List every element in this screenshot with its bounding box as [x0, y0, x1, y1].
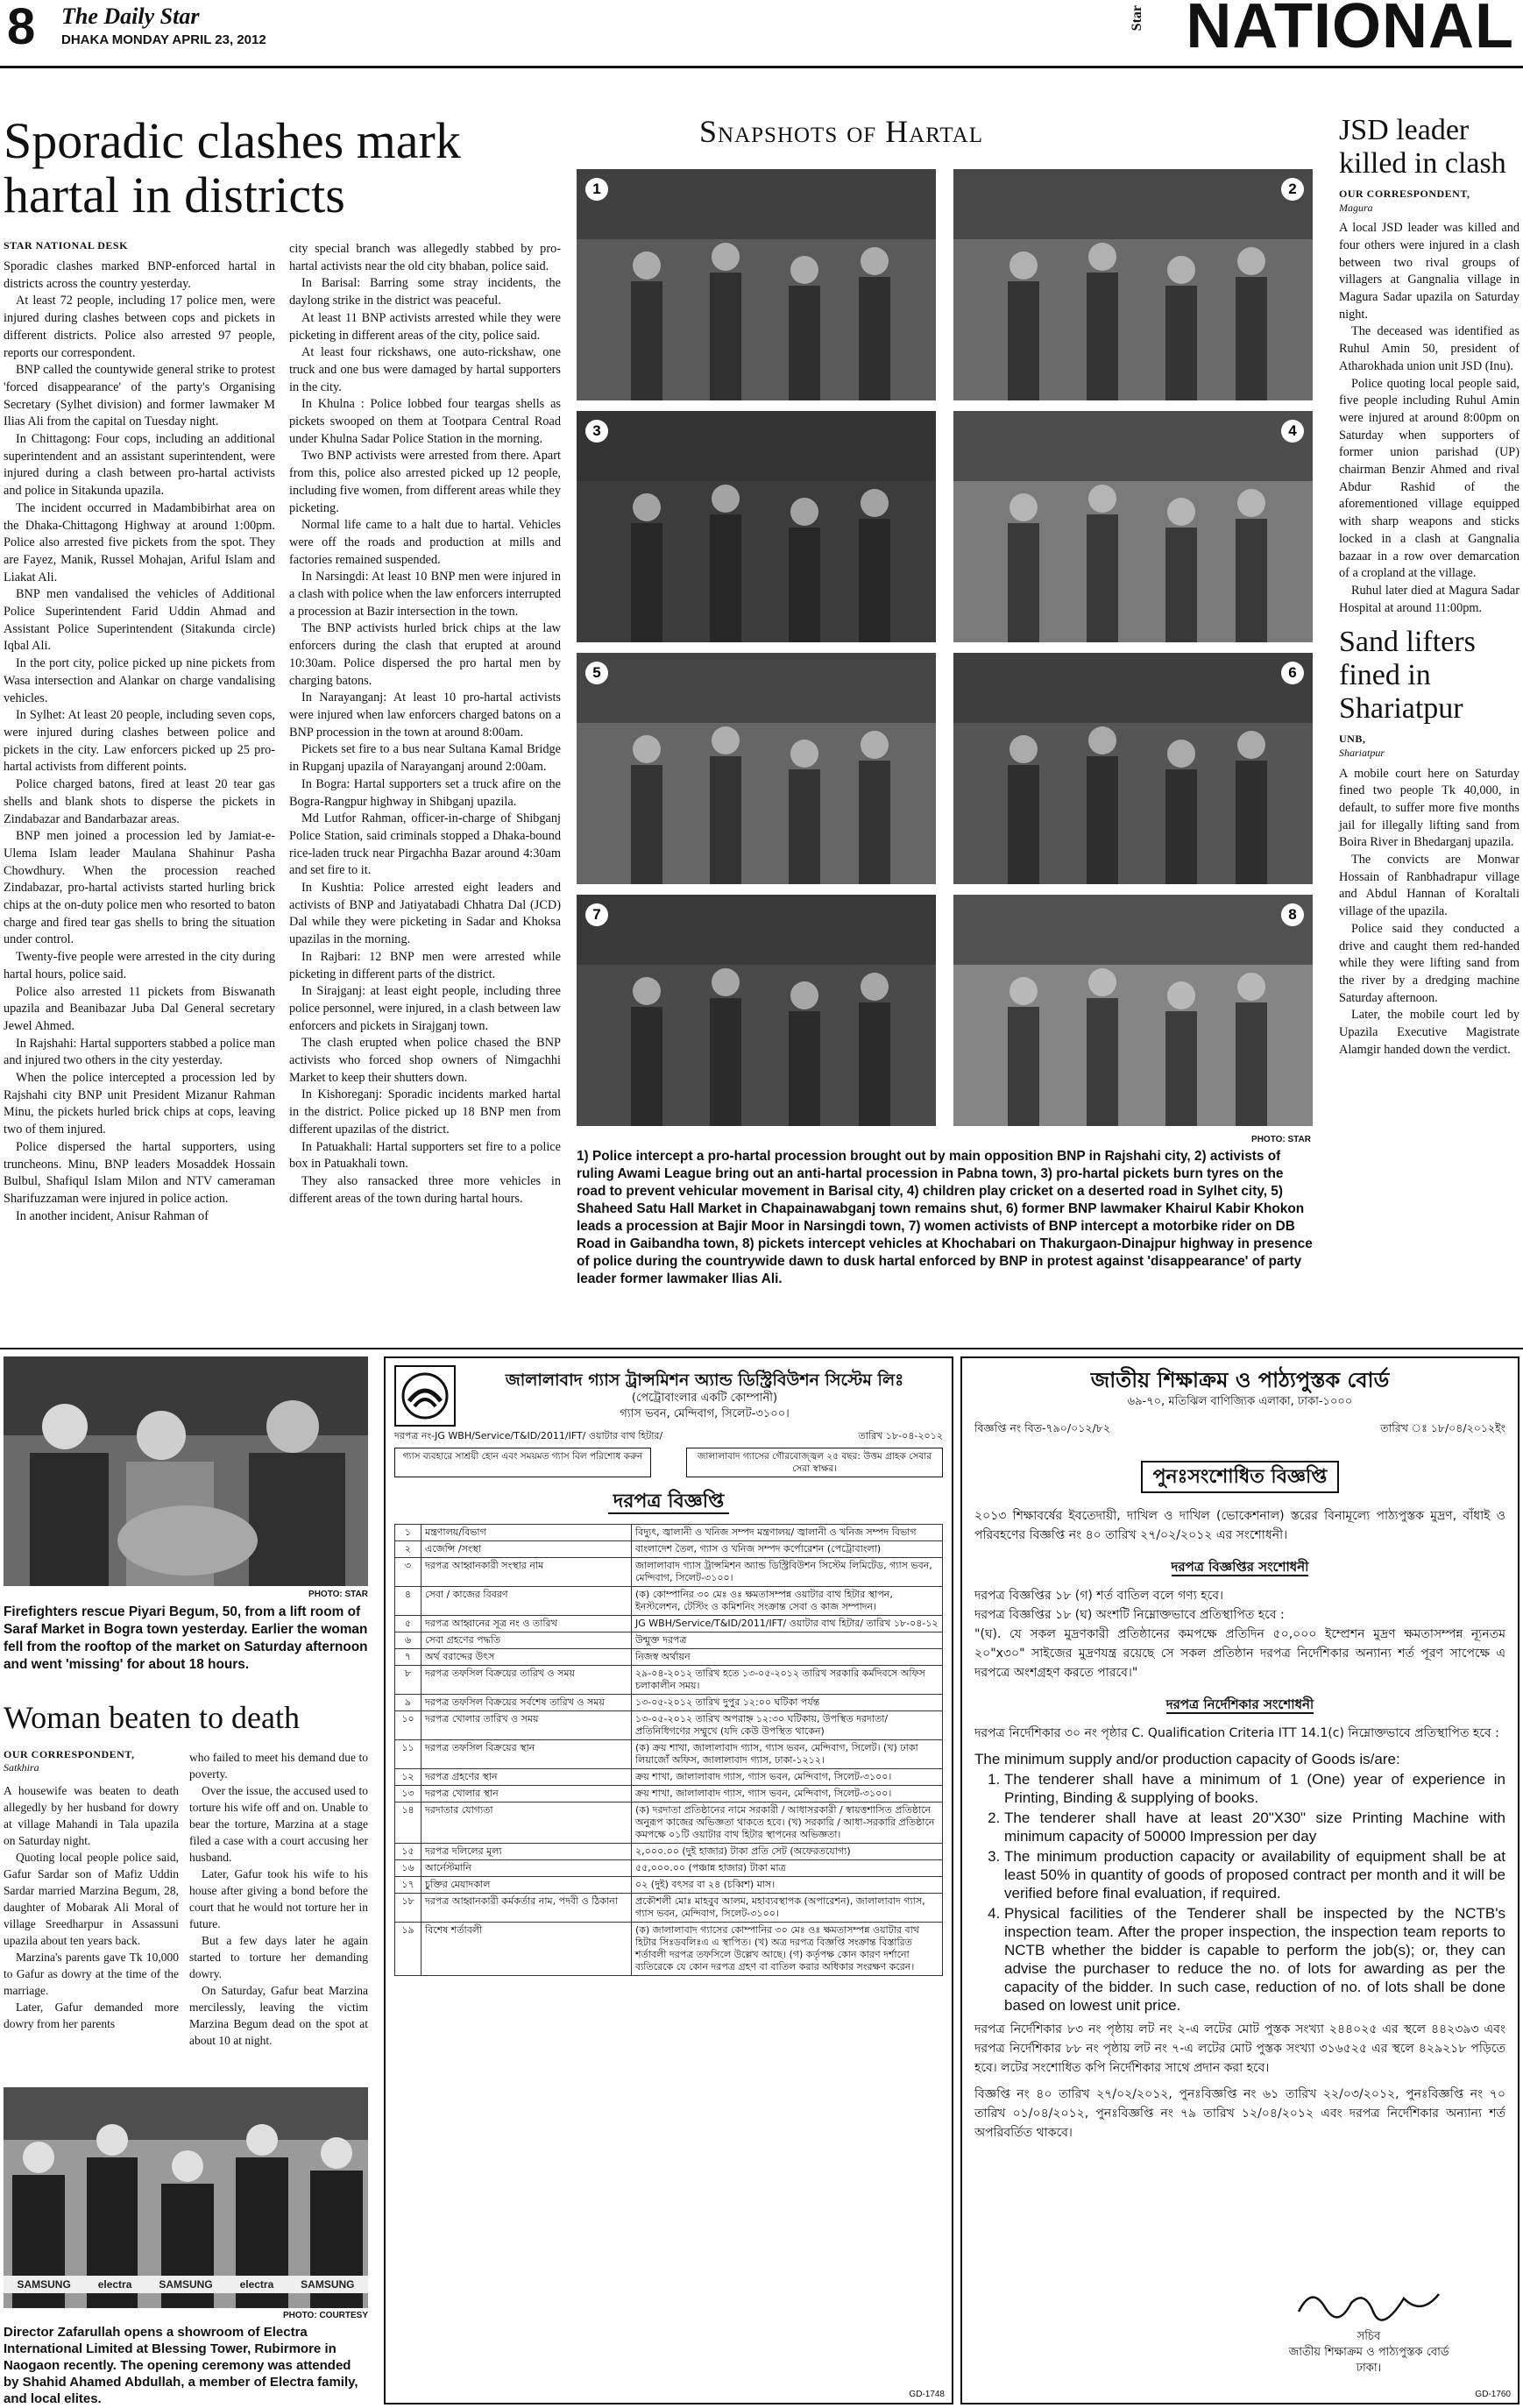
- ad2-intro: ২০১৩ শিক্ষাবর্ষের ইবতেদায়ী, দাখিল ও দাখিল (ভোকেশনাল) স্তরের বিনামূল্যে পাঠ্যপুস্তক মুদ্রণ, বাঁধাই ও পরিবহণের বিজ্ঞপ্তি নং ৪০ তারিখ ২৭/০২/২০১২ এর সংশোধনী।: [974, 1509, 1505, 1542]
- table-cell: দরপত্র খোলার তারিখ ও সময়: [421, 1711, 632, 1740]
- table-cell: ৬: [395, 1632, 421, 1649]
- sand-body: [1339, 766, 1519, 1059]
- jsd-paragraph: The deceased was identified as Ruhul Amin 50, president of Atharokhada union unit JSD (Inu).: [1339, 324, 1519, 373]
- table-row: [395, 1786, 943, 1802]
- ad2-sign3: ঢাকা।: [1356, 2362, 1382, 2375]
- hartal-photo: [577, 895, 936, 1126]
- table-cell: ৫: [395, 1616, 421, 1632]
- woman-paragraph: Quoting local people police said, Gafur Sardar son of Mafiz Uddin Sardar married Marzina Begum, 28, daughter of Mobarak Ali Moral of village Sreedharpur in Assassuni upazila about ten years back.: [4, 1851, 179, 1947]
- ad1-sub: (পেট্রোবাংলার একটি কোম্পানী): [631, 1392, 778, 1405]
- fire-rescue-photo: [4, 1356, 368, 1586]
- ad2-gd-code: GD-1760: [1475, 2390, 1511, 2399]
- lead-paragraph: In Narsingdi: At least 10 BNP men were injured in a clash with police when the law enforcers interrupted a procession at Bazir intersection in the town.: [289, 570, 561, 619]
- table-cell: ১৩: [395, 1786, 421, 1802]
- banner-text: electra: [239, 2278, 274, 2291]
- table-cell: (ক) ক্রয় শাখা, জালালাবাদ গ্যাস, গ্যাস ভবন, মেন্দিবাগ, সিলেট। (খ) ঢাকা লিয়াজোঁ অফিস, জালালাবাদ গ্যাস, ঢাকা-১২১২।: [632, 1740, 943, 1769]
- table-cell: ৮: [395, 1666, 421, 1695]
- sand-place: Shariatpur: [1339, 746, 1385, 759]
- table-cell: ৯: [395, 1695, 421, 1711]
- sand-paragraph: A mobile court here on Saturday fined two people Tk 40,000, in default, to suffer more five months jail for illegally lifting sand from Boira River in Bhedarganj upazila.: [1339, 766, 1519, 850]
- table-row: [395, 1769, 943, 1786]
- table-cell: চুক্তির মেয়াদকাল: [421, 1877, 632, 1894]
- hartal-photo: [953, 895, 1313, 1126]
- table-cell: ১৬: [395, 1860, 421, 1877]
- lead-paragraph: The incident occurred in Madambibirhat area on the Dhaka-Chittagong Highway at around 1:00pm. Police also arrested five pickets from the spot. They are Fayez, Manik, Russel Mohajan, Ariful Islam and Liakat Ali.: [4, 500, 275, 584]
- table-row: [395, 1844, 943, 1860]
- table-cell: ০২ (দুই) বৎসর বা ২৪ (চব্বিশ) মাস।: [632, 1877, 943, 1894]
- ad2-p6: বিজ্ঞপ্তি নং ৪০ তারিখ ২৭/০২/২০১২, পুনঃবিজ্ঞপ্তি নং ৬১ তারিখ ২২/০৩/২০১২, পুনঃবিজ্ঞপ্তি নং ৭০ তারিখ ০১/০৪/২০১২, পুনঃবিজ্ঞপ্তি নং ৭৯ তারিখ ১২/০৪/২০১২ এবং দরপত্র নির্দেশিকার অন্যান্য শর্ত অপরিবর্তিত থাকবে।: [974, 2087, 1505, 2140]
- ad2-memo: বিজ্ঞপ্তি নং বিত-৭৯০/০১২/৮২: [974, 1421, 1110, 1434]
- ad1-address: গ্যাস ভবন, মেন্দিবাগ, সিলেট-৩১০০।: [620, 1407, 790, 1420]
- lead-paragraph: In Rajshahi: Hartal supporters stabbed a police man and injured two others in the city yesterday.: [4, 1036, 275, 1068]
- lead-paragraph: Police charged batons, fired at least 20 tear gas shells and blank shots to disperse the pickets in Zindabazar and Bandarbazar areas.: [4, 777, 275, 826]
- table-cell: ক্রয় শাখা, জালালাবাদ গ্যাস, গ্যাস ভবন, মেন্দিবাগ, সিলেট-৩১০০।: [632, 1769, 943, 1786]
- electra-banner: [4, 2277, 368, 2292]
- table-cell: দরপত্র আহ্বানকারী কর্মকর্তার নাম, পদবী ও ঠিকানা: [421, 1894, 632, 1923]
- ad2-p2: দরপত্র বিজ্ঞপ্তির ১৮ (ঘ) অংশটি নিম্নোক্তভাবে প্রতিস্থাপিত হবে :: [974, 1608, 1285, 1622]
- lead-paragraph: Twenty-five people were arrested in the city during hartal hours, police said.: [4, 950, 275, 981]
- table-cell: ১১: [395, 1740, 421, 1769]
- ad2-criteria-list: [974, 1770, 1505, 2015]
- table-cell: এজেন্সি /সংস্থা: [421, 1541, 632, 1558]
- table-row: [395, 1877, 943, 1894]
- lead-paragraph: In Kushtia: Police arrested eight leaders and activists of BNP and Jatiyatabadi Chhatra Dal (JCD) Dal while they were picketing in Sadar and Khoksa upazilas in the morning.: [289, 881, 561, 947]
- table-row: [395, 1860, 943, 1877]
- table-row: [395, 1649, 943, 1666]
- snapshots-credit: PHOTO: STAR: [1251, 1135, 1311, 1144]
- table-cell: দরপত্র তফসিল বিক্রয়ের তারিখ ও সময়: [421, 1666, 632, 1695]
- newspaper-name: The Daily Star: [61, 4, 200, 29]
- jsd-headline: JSD leader killed in clash: [1339, 114, 1506, 180]
- banner-text: SAMSUNG: [17, 2278, 71, 2291]
- hartal-photo: [577, 169, 936, 400]
- lead-paragraph: Police dispersed the hartal supporters, using truncheons. Minu, BNP leaders Mosaddek Hossain Bulbul, Shafiqul Islam Milon and NTV cameraman Sharifuzzaman were injured in police action.: [4, 1139, 275, 1206]
- table-cell: ১৪: [395, 1802, 421, 1844]
- lead-paragraph: When the police intercepted a procession led by Rajshahi city BNP unit President Mizanur Rahman Minu, the pickets hurled brick chips at cops, leaving two of them injured.: [4, 1071, 275, 1137]
- hartal-photo: [577, 653, 936, 884]
- ad2-sign1: সচিব: [1357, 2330, 1381, 2343]
- woman-paragraph: Marzina's parents gave Tk 10,000 to Gafur as dowry at the time of the marriage.: [4, 1951, 179, 1997]
- photo-number-badge: 6: [1281, 662, 1304, 684]
- table-cell: ৪: [395, 1587, 421, 1616]
- table-cell: (ক) দরদাতা প্রতিষ্ঠানের নামে সরকারী / আধাসরকারী / স্বায়ত্তশাসিত প্রতিষ্ঠানে অনুরূপ কাজের অভিজ্ঞতা থাকতে হবে। (খ) সরকারি / আধা-সরকারি প্রতিষ্ঠানে কমপক্ষে ০১টি ওয়াটার বাথ হিটার স্থাপনের অভিজ্ঞতা।: [632, 1802, 943, 1844]
- table-cell: বাংলাদেশ তৈল, গ্যাস ও খনিজ সম্পদ কর্পোরেশন (পেট্রোবাংলা): [632, 1541, 943, 1558]
- ad2-sub1: দরপত্র বিজ্ঞপ্তির সংশোধনী: [1171, 1559, 1309, 1575]
- woman-headline: Woman beaten to death: [4, 1700, 300, 1735]
- lead-paragraph: BNP men joined a procession led by Jamiat-e- Ulema Islam leader Maulana Shahinur Pasha Chowdhury. When the procession reached Zindabazar, pro-hartal activists started hurling brick chips at the on-duty police men who resorted to baton charge and fired tear gas shells to bring the situation under control.: [4, 829, 275, 947]
- table-cell: দরপত্র তফসিল বিক্রয়ের সর্বশেষ তারিখ ও সময়: [421, 1695, 632, 1711]
- sand-paragraph: Later, the mobile court led by Upazila Executive Magistrate Alamgir handed down the verdict.: [1339, 1008, 1519, 1057]
- woman-paragraph: Over the issue, the accused used to torture his wife off and on. Unable to bear the torture, Marzina at a stage filed a case with a court accusing her husband.: [189, 1784, 368, 1864]
- woman-column-2: [189, 1749, 368, 2080]
- snapshots-caption: 1) Police intercept a pro-hartal procession brought out by main opposition BNP in Rajshahi city, 2) activists of ruling Awami League bring out an anti-hartal procession in Pabna town, 3) pro-hartal pickets burn tyres on the road to prevent vehicular movement in Barisal city, 4) children play cricket on a deserted road in Sylhet city, 5) Shaheed Satu Hall Market in Chapainawabganj town remains shut, 6) former BNP lawmaker Khairul Kabir Khokon leads a procession at Bajir Moor in Narsingdi town, 7) women activists of BNP intercept a motorbike rider on DB Road in Gaibandha town, 8) pickets intercept vehicles at Khochabari on Thakurgaon-Dinajpur highway in presence of police during the countrywide dawn to dusk hartal enforced by BNP in protest against 'disappearance' of party leader former lawmaker Ilias Ali.: [577, 1149, 1313, 1286]
- table-cell: উন্মুক্ত দরপত্র: [632, 1632, 943, 1649]
- lead-paragraph: city special branch was allegedly stabbed by pro-hartal activists near the old city bhaban, police said.: [289, 242, 561, 273]
- table-cell: সেবা গ্রহণের পদ্ধতি: [421, 1632, 632, 1649]
- ad2-address: ৬৯-৭০, মতিঝিল বাণিজ্যিক এলাকা, ঢাকা-১০০০: [1127, 1395, 1353, 1408]
- table-cell: বিশেষ শর্তাবলী: [421, 1923, 632, 1976]
- lead-paragraph: The BNP activists hurled brick chips at the law enforcers during the clash that erupted at around 10:30am. Police dispersed the pro hartal men by charging batons.: [289, 621, 561, 688]
- jsd-paragraph: Ruhul later died at Magura Sadar Hospital at around 11:00pm.: [1339, 583, 1519, 615]
- jsd-paragraph: Police quoting local people said, five people including Ruhul Amin were injured at around 8:00pm on Saturday when supporters of former union parishad (UP) chairman Benzir Ahmed and rival Abdur Rashid of the aforementioned village equipped with sharp weapons and sticks locked in a clash at Gangnalia bazaar in a row over demarcation of a cropland at the village.: [1339, 376, 1519, 581]
- lead-paragraph: Pickets set fire to a bus near Sultana Kamal Bridge in Rupganj upazila of Narayanganj around 2:00am.: [289, 742, 561, 775]
- table-cell: ক্রয় শাখা, জালালাবাদ গ্যাস, গ্যাস ভবন, মেন্দিবাগ, সিলেট-৩১০০।: [632, 1786, 943, 1802]
- ad1-date: তারিখ ১৮-০৪-২০১২: [858, 1430, 943, 1441]
- lead-paragraph: The clash erupted when police chased the BNP activists who forced shop owners of Nimgachhi Market to keep their shutters down.: [289, 1036, 561, 1085]
- lead-paragraph: Two BNP activists were arrested from there. Apart from this, police also arrested picked up 12 people, including five women, from different areas while they picketing.: [289, 449, 561, 515]
- jsd-body: [1339, 220, 1519, 617]
- masthead: [0, 0, 1523, 68]
- woman-paragraph: who failed to meet his demand due to poverty.: [189, 1751, 368, 1781]
- photo-number-badge: 7: [585, 903, 608, 926]
- table-cell: মন্ত্রণালয়/বিভাগ: [421, 1525, 632, 1541]
- photo-number-badge: 8: [1281, 903, 1304, 926]
- section-rule: [0, 1348, 1523, 1349]
- lead-paragraph: In Patuakhali: Hartal supporters set fire to a police box in Patuakhali town.: [289, 1139, 561, 1172]
- electra-photo-credit: PHOTO: COURTESY: [282, 2311, 368, 2320]
- lead-paragraph: In Bogra: Hartal supporters set a truck afire on the Bogra-Rangpur highway in Shibganj upazila.: [289, 776, 561, 809]
- woman-place: Satkhira: [4, 1761, 39, 1774]
- lead-paragraph: In Narayanganj: At least 10 pro-hartal activists were injured when law enforcers charged batons on a BNP procession in the town at around 8:00am.: [289, 691, 561, 740]
- ad2-sign2: জাতীয় শিক্ষাক্রম ও পাঠ্যপুস্তক বোর্ড: [1288, 2346, 1449, 2359]
- ad1-tender-table: [394, 1524, 943, 1976]
- dateline: DHAKA MONDAY APRIL 23, 2012: [61, 32, 266, 47]
- lead-paragraph: Md Lutfor Rahman, officer-in-charge of Shibganj Police Station, said criminals stopped a Dhaka-bound rice-laden truck near Pirgachha Bazar around 4:30am and set fire to it.: [289, 811, 561, 878]
- lead-paragraph: They also ransacked three more vehicles in different areas of the town during hartal hours.: [289, 1173, 561, 1206]
- ad1-slogan-right: জালালাবাদ গ্যাসের গৌরবোজ্জ্বল ২৫ বছর: উত্তম গ্রাহক সেবার সেরা স্বাক্ষর।: [686, 1448, 943, 1477]
- ad2-p4: দরপত্র নির্দেশিকার ৩০ নং পৃষ্ঠার C. Qualification Criteria ITT 14.1(c) নিম্নোক্তভাবে প্রতিস্থাপিত হবে :: [974, 1726, 1499, 1740]
- lead-paragraph: In Kishoreganj: Sporadic incidents marked hartal in the district. Police picked up 18 BNP men from different upazilas of the district.: [289, 1087, 561, 1137]
- ad2-p3: "(ঘ). যে সকল মুদ্রণকারী প্রতিষ্ঠানের কমপক্ষে প্রতিদিন ৫০,০০০ ইম্প্রেশন মুদ্রণ ক্ষমতাসম্পন্ন ন্যূনতম ২০"x৩০" সাইজের মুদ্রণযন্ত্র রয়েছে সে সকল প্রতিষ্ঠান দরপত্র নির্দেশিকার অন্যান্য শর্ত পূরণ সাপেক্ষে এ দরপত্রে অংশগ্রহণ করতে পারবে।": [974, 1627, 1505, 1680]
- photo-number-badge: 4: [1281, 420, 1304, 443]
- table-row: [395, 1666, 943, 1695]
- woman-paragraph: On Saturday, Gafur beat Marzina mercilessly, leaving the victim Marzina Begum dead on the spot at about 10 at night.: [189, 1984, 368, 2047]
- lead-paragraph: At least four rickshaws, one auto-rickshaw, one truck and one bus were damaged by hartal supporters in the city.: [289, 345, 561, 394]
- hartal-photo: [953, 411, 1313, 642]
- lead-byline: STAR NATIONAL DESK: [4, 239, 128, 251]
- sand-paragraph: Police said they conducted a drive and caught them red-handed while they were lifting sand from the river by a dredging machine Saturday afternoon.: [1339, 921, 1519, 1005]
- ad1-slogan-left: গ্যাস ব্যবহারে সাশ্রয়ী হোন এবং সময়মত গ্যাস বিল পরিশোধ করুন: [394, 1448, 651, 1477]
- lead-paragraph: In the port city, police picked up nine pickets from Wasa intersection and Alankar on charge vandalising vehicles.: [4, 656, 275, 705]
- jalalabad-gas-tender-ad: [384, 1356, 953, 2404]
- table-cell: ১৯: [395, 1923, 421, 1976]
- lead-paragraph: In another incident, Anisur Rahman of: [16, 1208, 209, 1223]
- banner-text: SAMSUNG: [159, 2278, 213, 2291]
- lead-paragraph: In Rajbari: 12 BNP men were arrested while picketing in different parts of the district.: [289, 949, 561, 981]
- hartal-photo: [577, 411, 936, 642]
- table-row: [395, 1558, 943, 1587]
- lead-paragraph: At least 72 people, including 17 police men, were injured during clashes between cops and pickets in different districts. Police also arrested 97 people, reports our correspondent.: [4, 294, 275, 360]
- jsd-paragraph: A local JSD leader was killed and four others were injured in a clash between two rival groups of villagers at Gangnalia village in Magura Sadar upazila on Saturday night.: [1339, 221, 1519, 322]
- ad2-sub2: দরপত্র নির্দেশিকার সংশোধনী: [1165, 1696, 1314, 1712]
- nctb-notice-ad: [960, 1356, 1519, 2404]
- lead-paragraph: At least 11 BNP activists arrested while they were picketing in different areas of the city, police said.: [289, 310, 561, 343]
- jsd-byline: OUR CORRESPONDENT,: [1339, 188, 1470, 200]
- list-item: 3. The minimum production capacity or availability of equipment shall be at least 50% in quantity of goods of proposed contract per month and it will be verified before final evaluation, if required.: [1004, 1847, 1505, 1902]
- hartal-photo: [953, 653, 1313, 884]
- table-cell: জালালাবাদ গ্যাস ট্রান্সমিশন অ্যান্ড ডিস্ট্রিবিউশন সিস্টেম লিমিটেড, গ্যাস ভবন, মেন্দিবাগ, সিলেট-৩১০০।: [632, 1558, 943, 1587]
- ad2-p5: দরপত্র নির্দেশিকার ৮৩ নং পৃষ্ঠায় লট নং ২-এ লটের মোট পুস্তক সংখ্যা ২৪৪০২৫ এর স্থলে ৪৪২৩৯৩ এবং দরপত্র নির্দেশিকার ৮৮ নং পৃষ্ঠায় লট নং ৭-এ লটের মোট পুস্তক সংখ্যা ৩১৬৫২৫ এর স্থলে ৪২৯২১৮ পড়িতে হবে। লটের সংশোধিত কপি নির্দেশিকার সাথে প্রদান করা হবে।: [974, 2022, 1505, 2075]
- lead-headline: Sporadic clashes mark hartal in districts: [4, 112, 461, 223]
- lead-paragraph: In Barisal: Barring some stray incidents, the daylong strike in the district was peaceful.: [289, 276, 561, 308]
- table-cell: ১৭: [395, 1877, 421, 1894]
- table-cell: (ক) জালালাবাদ গ্যাসের কোম্পানির ৩০ মেঃ ওঃ ক্ষমতাসম্পন্ন ওয়াটার বাথ হিটার সিঃডবলিঃএ এ স্থাপিত। (খ) অত্র দরপত্র বিজ্ঞপ্তি সংক্রান্ত বিস্তারিত শর্তাবলী দরপত্র তফসিলে উল্লেখ আছে। (গ) কর্তৃপক্ষ কোন কারণ দর্শানো ব্যতিরেকে যে কোন দরপত্র গ্রহণ বা বাতিল করার অধিকার সংরক্ষণ করেন।: [632, 1923, 943, 1976]
- banner-text: SAMSUNG: [301, 2278, 355, 2291]
- table-row: [395, 1894, 943, 1923]
- sand-paragraph: The convicts are Monwar Hossain of Ranbhadrapur village and Abdul Hannan of Koraltali village of the upazila.: [1339, 853, 1519, 919]
- photo-number-badge: 2: [1281, 178, 1304, 201]
- table-cell: ৫৫,০০০.০০ (পঞ্চান্ন হাজার) টাকা মাত্র: [632, 1860, 943, 1877]
- woman-byline: OUR CORRESPONDENT,: [4, 1748, 135, 1760]
- table-cell: ৭: [395, 1649, 421, 1666]
- table-cell: ২৯-০৪-২০১২ তারিখ হতে ১৩-০৫-২০১২ তারিখ সরকারি কর্মদিবসে অফিস চলাকালীন সময়।: [632, 1666, 943, 1695]
- table-row: [395, 1632, 943, 1649]
- list-item: 2. The tenderer shall have at least 20"X30" size Printing Machine with minimum capacity of 50000 Impression per day: [1004, 1809, 1505, 1845]
- electra-caption: Director Zafarullah opens a showroom of Electra International Limited at Blessing Tower, Rubirmore in Naogaon recently. The opening ceremony was attended by Shahid Ahamed Abdullah, a member of Electra family, and local elites.: [4, 2325, 358, 2406]
- ad2-date: তারিখ ঃ ১৮/০৪/২০১২ইং: [1380, 1421, 1505, 1434]
- table-cell: ১৮: [395, 1894, 421, 1923]
- sand-byline: UNB,: [1339, 733, 1366, 746]
- snapshots-grid: [577, 169, 1313, 1133]
- table-row: [395, 1711, 943, 1740]
- table-row: [395, 1923, 943, 1976]
- ad1-ref: দরপত্র নং-JG WBH/Service/T&ID/2011/IFT/ ওয়াটার বাথ হিটার/: [394, 1430, 663, 1441]
- ad2-p1: দরপত্র বিজ্ঞপ্তির ১৮ (গ) শর্ত বাতিল বলে গণ্য হবে।: [974, 1589, 1224, 1603]
- table-row: [395, 1616, 943, 1632]
- table-cell: দরপত্র তফসিল বিক্রয়ের স্থান: [421, 1740, 632, 1769]
- table-row: [395, 1802, 943, 1844]
- table-row: [395, 1587, 943, 1616]
- photo-number-badge: 3: [585, 420, 608, 443]
- woman-paragraph: But a few days later he again started to torture her demanding dowry.: [189, 1934, 368, 1980]
- table-cell: ১০: [395, 1711, 421, 1740]
- table-row: [395, 1740, 943, 1769]
- page-number: 8: [7, 0, 36, 55]
- table-cell: ১৩-০৫-২০১২ তারিখ অপরাহ্ন ১২:৩০ ঘটিকায়, উপস্থিত দরদাতা/ প্রতিনিধিগণের সম্মুখে (যদি কেউ উপস্থিত থাকেন): [632, 1711, 943, 1740]
- ad1-title: দরপত্র বিজ্ঞপ্তি: [608, 1491, 729, 1514]
- list-item: 4. Physical facilities of the Tenderer shall be inspected by the NCTB's inspection team. After the proper inspection, the inspection team reports to NCTB whether the bidder is capable to perform the job(s); or, they can advise the purchaser to reduce the no. of lots for awarding as per the capacity of the bidder. In such case, reduction of no. of lots shall be done based on lowest unit price.: [1004, 1904, 1505, 2015]
- table-cell: আর্নেস্টমানি: [421, 1860, 632, 1877]
- table-cell: দরপত্র গ্রহণের স্থান: [421, 1769, 632, 1786]
- banner-text: electra: [97, 2278, 132, 2291]
- lead-paragraph: Police also arrested 11 pickets from Biswanath upazila and Beanibazar Juba Dal General secretary Jewel Ahmed.: [4, 984, 275, 1033]
- lead-paragraph: In Sylhet: At least 20 people, including seven cops, were injured during clashes between police and pickets in the city. Law enforcers picked up 25 pro-hartal activists from different points.: [4, 708, 275, 775]
- table-cell: সেবা / কাজের বিবরণ: [421, 1587, 632, 1616]
- table-cell: প্রকৌশলী মোঃ মাহবুব আলম, মহাব্যবস্থাপক (অপারেশন), জালালাবাদ গ্যাস, গ্যাস ভবন, মেন্দিবাগ, সিলেট-৩১০০।: [632, 1894, 943, 1923]
- woman-column-1: [4, 1782, 179, 2080]
- sand-headline: Sand lifters fined in Shariatpur: [1339, 626, 1476, 726]
- photo-number-badge: 5: [585, 662, 608, 684]
- woman-paragraph: Later, Gafur demanded more dowry from her parents: [4, 2001, 179, 2030]
- table-cell: দরপত্র দলিলের মূল্য: [421, 1844, 632, 1860]
- electra-showroom-photo: [4, 2087, 368, 2308]
- ad1-gd-code: GD-1748: [909, 2390, 945, 2399]
- table-cell: বিদ্যুৎ, জ্বালানী ও খনিজ সম্পদ মন্ত্রণালয়/ জ্বালানী ও খনিজ সম্পদ বিভাগ: [632, 1525, 943, 1541]
- ad2-criteria-intro: The minimum supply and/or production capacity of Goods is/are:: [974, 1751, 1400, 1767]
- table-cell: (ক) কোম্পানির ৩০ মেঃ ওঃ ক্ষমতাসম্পন্ন ওয়াটার বাথ হিটার স্থাপন, ইনস্টলেশন, টেস্টিং ও কমিশনিং সংক্রান্ত সেবা ও কাজ সম্পাদন।: [632, 1587, 943, 1616]
- table-row: [395, 1525, 943, 1541]
- lead-paragraph: BNP called the countywide general strike to protest 'forced disappearance' of the party's Organising Secretary (Sylhet division) and former lawmaker M Ilias Ali from the capital on Tuesday night.: [4, 363, 275, 429]
- table-cell: ১২: [395, 1769, 421, 1786]
- ad1-company: জালালাবাদ গ্যাস ট্রান্সমিশন অ্যান্ড ডিস্ট্রিবিউশন সিস্টেম লিঃ: [505, 1370, 904, 1390]
- lead-column-2: [289, 241, 561, 1341]
- table-cell: ১৫: [395, 1844, 421, 1860]
- right-column: [1339, 114, 1519, 1059]
- fire-caption: Firefighters rescue Piyari Begum, 50, from a lift room of Saraf Market in Bogra town yesterday. Earlier the woman fell from the rooftop of the market on Saturday afternoon and went 'missing' for about 18 hours.: [4, 1604, 368, 1672]
- table-cell: ৩: [395, 1558, 421, 1587]
- lead-paragraph: Sporadic clashes marked BNP-enforced hartal in districts across the country yesterday.: [4, 259, 275, 291]
- table-cell: নিজস্ব অর্থায়ন: [632, 1649, 943, 1666]
- table-cell: ১৩-০৫-২০১২ তারিখ দুপুর ১২:০০ ঘটিকা পর্যন্ত: [632, 1695, 943, 1711]
- table-row: [395, 1695, 943, 1711]
- jalalabad-logo-icon: [394, 1365, 456, 1427]
- lead-paragraph: Normal life came to a halt due to hartal. Vehicles were off the roads and production at mills and factories remained suspended.: [289, 518, 561, 567]
- list-item: 1. The tenderer shall have a minimum of 1 (One) year of experience in Printing, Binding & supplying of books.: [1004, 1770, 1505, 1807]
- fire-photo-credit: PHOTO: STAR: [308, 1590, 368, 1599]
- lead-paragraph: BNP men vandalised the vehicles of Additional Police Superintendent Farid Uddin Ahmad and Assistant Police Superintendent (Sitakunda circle) Iqbal Ali.: [4, 587, 275, 654]
- table-cell: দরদাতার যোগ্যতা: [421, 1802, 632, 1844]
- signature-icon: [1290, 2281, 1448, 2325]
- section-title: NATIONAL: [1186, 0, 1514, 61]
- lead-paragraph: In Sirajganj: at least eight people, including three police personnel, were injured, in a clash between law enforcers and pickets in Sirajganj town.: [289, 984, 561, 1033]
- star-mark: Star: [1130, 5, 1144, 32]
- ad2-title: জাতীয় শিক্ষাক্রম ও পাঠ্যপুস্তক বোর্ড: [1090, 1368, 1390, 1392]
- ad2-heading: পুনঃসংশোধিত বিজ্ঞপ্তি: [1141, 1461, 1340, 1493]
- table-cell: দরপত্র আহ্বানকারী সংস্থার নাম: [421, 1558, 632, 1587]
- table-cell: ২: [395, 1541, 421, 1558]
- table-cell: JG WBH/Service/T&ID/2011/IFT/ ওয়াটার বাথ হিটার/ তারিখ ১৮-০৪-১২: [632, 1616, 943, 1632]
- photo-number-badge: 1: [585, 178, 608, 201]
- table-cell: ২,০০০.০০ (দুই হাজার) টাকা প্রতি সেট (অফেরতযোগ্য): [632, 1844, 943, 1860]
- lead-column-1: [4, 259, 275, 1341]
- jsd-place: Magura: [1339, 201, 1373, 214]
- lead-paragraph: In Khulna : Police lobbed four teargas shells as pickets swooped on them at Tootpara Central Road under Khulna Sadar Police Station in the morning.: [289, 397, 561, 446]
- table-cell: ১: [395, 1525, 421, 1541]
- woman-paragraph: A housewife was beaten to death allegedly by her husband for dowry at village Mahandi in Tala upazila on Saturday night.: [4, 1784, 179, 1847]
- woman-paragraph: Later, Gafur took his wife to his house after giving a bond before the court that he would not torture her in future.: [189, 1867, 368, 1930]
- snapshots-title: Snapshots of Hartal: [699, 114, 983, 149]
- table-row: [395, 1541, 943, 1558]
- hartal-photo: [953, 169, 1313, 400]
- table-cell: দরপত্র খোলার স্থান: [421, 1786, 632, 1802]
- table-cell: অর্থ বরাদ্দের উৎস: [421, 1649, 632, 1666]
- table-cell: দরপত্র আহ্বানের সূত্র নং ও তারিখ: [421, 1616, 632, 1632]
- lead-paragraph: In Chittagong: Four cops, including an additional superintendent and an assistant superintendent, were injured during a clash between pro-hartal activists and police in Sitakunda upazila.: [4, 432, 275, 499]
